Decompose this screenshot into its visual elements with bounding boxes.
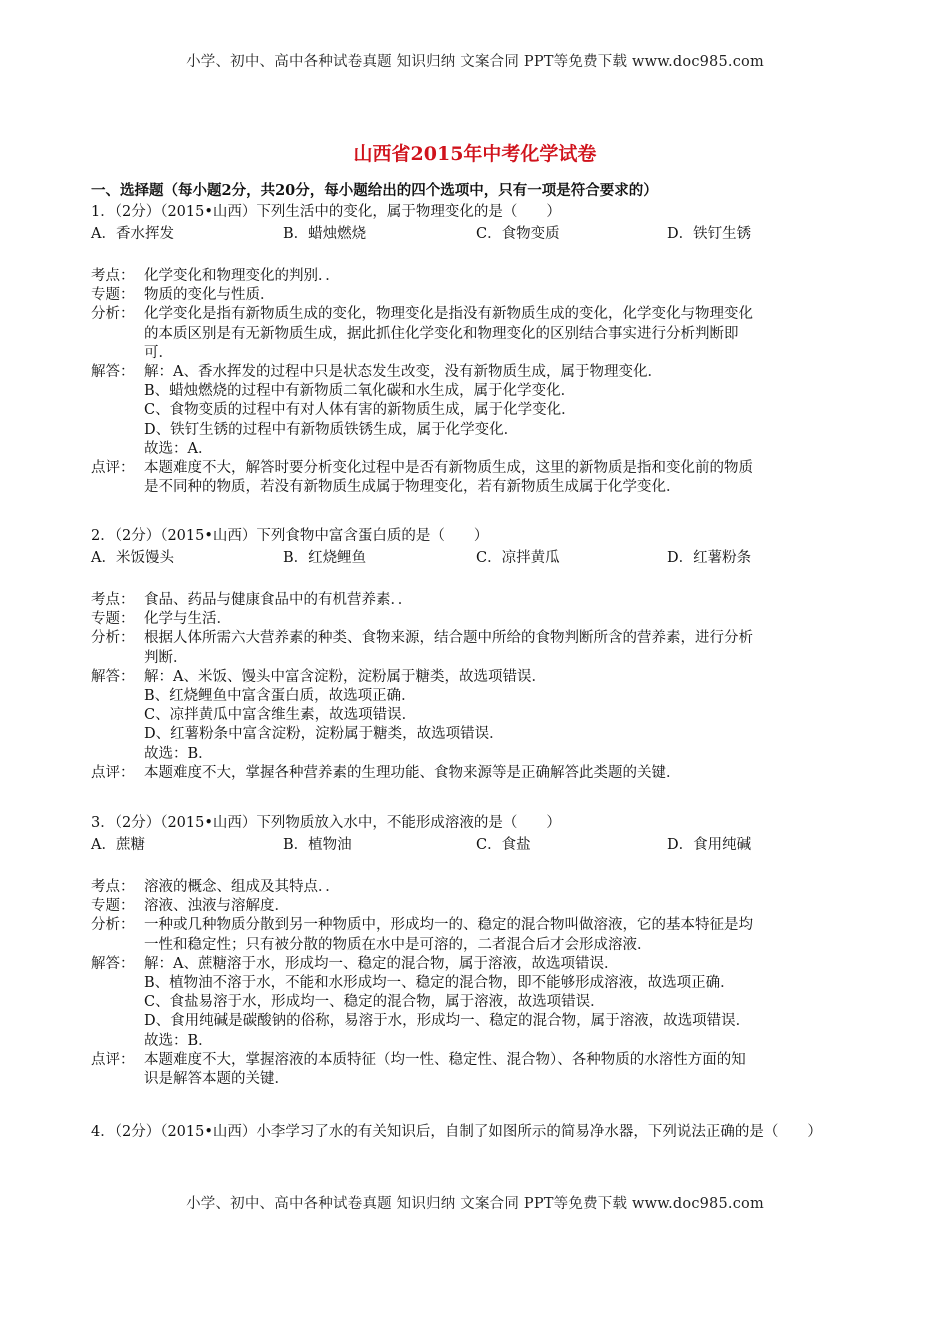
fenxi-line: 化学变化是指有新物质生成的变化，物理变化是指没有新物质生成的变化，化学变化与物理变化 bbox=[144, 306, 753, 323]
option-a: A．蔗糖 bbox=[91, 837, 145, 853]
dianping-line: 本题难度不大，掌握各种营养素的生理功能、食物来源等是正确解答此类题的关键． bbox=[144, 764, 681, 781]
label-fenxi: 分析： bbox=[91, 630, 135, 647]
label-dianping: 点评： bbox=[91, 764, 135, 781]
fenxi-line: 的本质区别是有无新物质生成，据此抓住化学变化和物理变化的区别结合事实进行分析判断即 bbox=[144, 325, 739, 342]
label-dianping: 点评： bbox=[91, 460, 135, 477]
kaodian-text: 溶液的概念、组成及其特点．． bbox=[144, 879, 340, 895]
page-title: 山西省2015年中考化学试卷 bbox=[353, 143, 597, 165]
jieda-line: C、食物变质的过程中有对人体有害的新物质生成，属于化学变化． bbox=[144, 402, 576, 419]
kaodian-text: 食品、药品与健康食品中的有机营养素．． bbox=[144, 592, 413, 608]
zhuanti-text: 溶液、浊液与溶解度． bbox=[144, 898, 289, 915]
option-b: B．植物油 bbox=[283, 837, 352, 853]
analysis-block bbox=[91, 878, 861, 1089]
option-a: A．香水挥发 bbox=[91, 226, 174, 242]
option-c: C．凉拌黄瓜 bbox=[476, 550, 560, 566]
options bbox=[91, 547, 861, 569]
dianping-line: 识是解答本题的关键． bbox=[144, 1071, 289, 1088]
fenxi-line: 可． bbox=[144, 344, 173, 361]
label-kaodian: 考点： bbox=[91, 879, 135, 895]
label-kaodian: 考点： bbox=[91, 592, 135, 608]
label-jieda: 解答： bbox=[91, 668, 135, 685]
analysis-block bbox=[91, 267, 861, 497]
options bbox=[91, 834, 861, 856]
question-stem: 2．（2分）（2015•山西）下列食物中富含蛋白质的是（ ） bbox=[91, 528, 489, 544]
label-fenxi: 分析： bbox=[91, 917, 135, 934]
option-d: D．食用纯碱 bbox=[667, 837, 752, 853]
label-kaodian: 考点： bbox=[91, 268, 135, 284]
jieda-line: 解：A、米饭、馒头中富含淀粉，淀粉属于糖类，故选项错误． bbox=[144, 668, 546, 685]
jieda-line: C、凉拌黄瓜中富含维生素，故选项错误． bbox=[144, 707, 417, 724]
jieda-line: B、植物油不溶于水，不能和水形成均一、稳定的混合物，即不能够形成溶液，故选项正确． bbox=[144, 975, 735, 992]
question-stem: 4．（2分）（2015•山西）小李学习了水的有关知识后，自制了如图所示的简易净水器，下列说法正确的是（ ） bbox=[91, 1124, 822, 1140]
label-zhuanti: 专题： bbox=[91, 611, 135, 628]
jieda-line: B、蜡烛燃烧的过程中有新物质二氧化碳和水生成，属于化学变化． bbox=[144, 383, 576, 400]
jieda-line: D、铁钉生锈的过程中有新物质铁锈生成，属于化学变化． bbox=[144, 421, 519, 438]
jieda-line: 故选：B． bbox=[144, 745, 213, 762]
question-4 bbox=[91, 1121, 861, 1143]
option-b: B．蜡烛燃烧 bbox=[283, 226, 367, 242]
page-footer: 小学、初中、高中各种试卷真题 知识归纳 文案合同 PPT等免费下载 www.doc985.com bbox=[186, 1196, 764, 1212]
analysis-block bbox=[91, 591, 861, 783]
option-d: D．红薯粉条 bbox=[667, 550, 752, 566]
jieda-line: 故选：B． bbox=[144, 1032, 213, 1049]
zhuanti-text: 物质的变化与性质． bbox=[144, 287, 275, 304]
question-3 bbox=[91, 813, 861, 1089]
label-jieda: 解答： bbox=[91, 364, 135, 381]
options bbox=[91, 223, 861, 245]
jieda-line: C、食盐易溶于水，形成均一、稳定的混合物，属于溶液，故选项错误． bbox=[144, 994, 605, 1011]
option-a: A．米饭馒头 bbox=[91, 550, 174, 566]
dianping-line: 是不同种的物质，若没有新物质生成属于物理变化，若有新物质生成属于化学变化． bbox=[144, 479, 681, 496]
question-2 bbox=[91, 526, 861, 783]
label-jieda: 解答： bbox=[91, 955, 135, 972]
dianping-line: 本题难度不大，解答时要分析变化过程中是否有新物质生成，这里的新物质是指和变化前的物质 bbox=[144, 460, 753, 477]
option-b: B．红烧鲤鱼 bbox=[283, 550, 367, 566]
kaodian-text: 化学变化和物理变化的判别．． bbox=[144, 268, 340, 284]
fenxi-line: 一种或几种物质分散到另一种物质中，形成均一的、稳定的混合物叫做溶液，它的基本特征是均 bbox=[144, 917, 753, 934]
fenxi-line: 一性和稳定性；只有被分散的物质在水中是可溶的，二者混合后才会形成溶液． bbox=[144, 936, 652, 953]
section-heading: 一、选择题（每小题2分，共20分，每小题给出的四个选项中，只有一项是符合要求的） bbox=[91, 182, 658, 199]
jieda-line: D、食用纯碱是碳酸钠的俗称，易溶于水，形成均一、稳定的混合物，属于溶液，故选项错误． bbox=[144, 1013, 751, 1030]
fenxi-line: 根据人体所需六大营养素的种类、食物来源，结合题中所给的食物判断所含的营养素，进行分析 bbox=[144, 630, 753, 647]
jieda-line: D、红薯粉条中富含淀粉，淀粉属于糖类，故选项错误． bbox=[144, 726, 504, 743]
question-stem: 1．（2分）（2015•山西）下列生活中的变化，属于物理变化的是（ ） bbox=[91, 204, 561, 220]
label-zhuanti: 专题： bbox=[91, 898, 135, 915]
fenxi-line: 判断． bbox=[144, 649, 188, 666]
label-zhuanti: 专题： bbox=[91, 287, 135, 304]
label-fenxi: 分析： bbox=[91, 306, 135, 323]
question-stem: 3．（2分）（2015•山西）下列物质放入水中，不能形成溶液的是（ ） bbox=[91, 815, 561, 831]
page-header: 小学、初中、高中各种试卷真题 知识归纳 文案合同 PPT等免费下载 www.doc985.com bbox=[186, 54, 764, 70]
label-dianping: 点评： bbox=[91, 1051, 135, 1068]
jieda-line: 故选：A． bbox=[144, 440, 213, 457]
option-c: C．食物变质 bbox=[476, 226, 560, 242]
zhuanti-text: 化学与生活． bbox=[144, 611, 231, 628]
option-d: D．铁钉生锈 bbox=[667, 226, 752, 242]
dianping-line: 本题难度不大，掌握溶液的本质特征（均一性、稳定性、混合物）、各种物质的水溶性方面的知 bbox=[144, 1051, 746, 1068]
jieda-line: 解：A、蔗糖溶于水，形成均一、稳定的混合物，属于溶液，故选项错误． bbox=[144, 955, 619, 972]
jieda-line: 解：A、香水挥发的过程中只是状态发生改变，没有新物质生成，属于物理变化． bbox=[144, 364, 662, 381]
question-1 bbox=[91, 202, 861, 497]
jieda-line: B、红烧鲤鱼中富含蛋白质，故选项正确． bbox=[144, 688, 416, 705]
option-c: C．食盐 bbox=[476, 837, 531, 853]
